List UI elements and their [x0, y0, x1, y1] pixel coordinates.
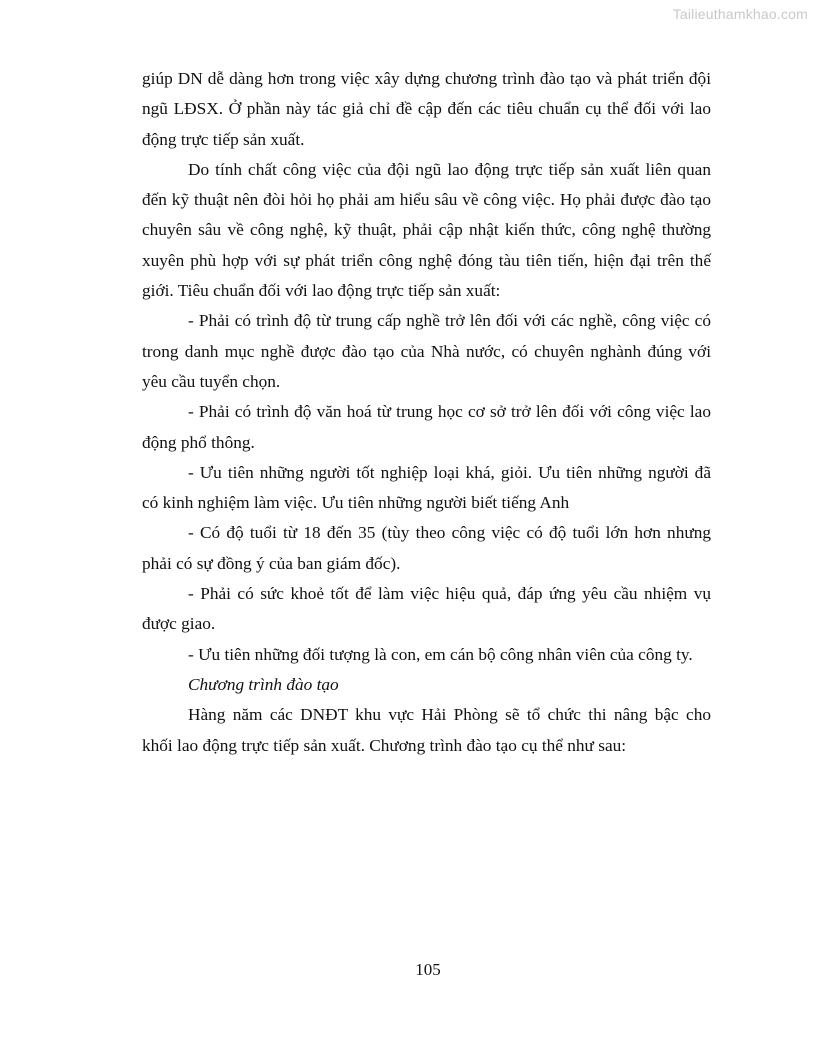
text-line: giới. Tiêu chuẩn đối với lao động trực tiếp sản xuất: [142, 281, 501, 301]
text-line: đến kỹ thuật nên đòi hỏi họ phải am hiểu sâu về công việc. Họ phải được đào tạo [142, 190, 711, 210]
text-line: phải có sự đồng ý của ban giám đốc). [142, 553, 401, 573]
text-line: Hàng năm các DNĐT khu vực Hải Phòng sẽ tổ chức thi nâng bậc cho [188, 705, 711, 725]
paragraph [142, 579, 711, 640]
text-line: Do tính chất công việc của đội ngũ lao động trực tiếp sản xuất liên quan [188, 159, 711, 179]
page-number: 105 [415, 960, 441, 979]
text-line: - Ưu tiên những đối tượng là con, em cán bộ công nhân viên của công ty. [188, 644, 693, 664]
text-line: ngũ LĐSX. Ở phần này tác giả chỉ đề cập đến các tiêu chuẩn cụ thể đối với lao [142, 99, 711, 119]
document-body [142, 64, 711, 761]
text-line: - Phải có sức khoẻ tốt để làm việc hiệu quả, đáp ứng yêu cầu nhiệm vụ [188, 584, 711, 604]
paragraph [142, 640, 711, 670]
text-line: được giao. [142, 614, 216, 634]
paragraph [142, 700, 711, 761]
text-line: xuyên phù hợp với sự phát triển công nghệ đóng tàu tiên tiến, hiện đại trên thế [142, 250, 711, 270]
paragraph [142, 64, 711, 155]
paragraph [142, 458, 711, 519]
paragraph [142, 155, 711, 306]
text-line: giúp DN dễ dàng hơn trong việc xây dựng chương trình đào tạo và phát triển đội [142, 69, 711, 88]
paragraph [142, 306, 711, 397]
text-line: yêu cầu tuyển chọn. [142, 371, 281, 391]
paragraph [142, 518, 711, 579]
text-line: động phổ thông. [142, 432, 255, 452]
text-line: - Phải có trình độ từ trung cấp nghề trở lên đối với các nghề, công việc có [188, 311, 711, 331]
text-line: - Ưu tiên những người tốt nghiệp loại khá, giỏi. Ưu tiên những người đã [188, 462, 711, 482]
paragraph [142, 397, 711, 458]
text-line: có kinh nghiệm làm việc. Ưu tiên những người biết tiếng Anh [142, 493, 570, 513]
text-line: động trực tiếp sản xuất. [142, 129, 305, 149]
text-line: trong danh mục nghề được đào tạo của Nhà nước, có chuyên nghành đúng với [142, 341, 711, 361]
watermark: Tailieuthamkhao.com [672, 6, 808, 22]
text-line: - Phải có trình độ văn hoá từ trung học cơ sở trở lên đối với công việc lao [188, 402, 711, 422]
section-heading [142, 670, 711, 700]
text-line: - Có độ tuổi từ 18 đến 35 (tùy theo công việc có độ tuổi lớn hơn nhưng [188, 523, 711, 543]
text-line: chuyên sâu về công nghệ, kỹ thuật, phải cập nhật kiến thức, công nghệ thường [142, 220, 711, 240]
text-line: khối lao động trực tiếp sản xuất. Chương trình đào tạo cụ thể như sau: [142, 735, 627, 755]
text-line: Chương trình đào tạo [188, 674, 339, 694]
